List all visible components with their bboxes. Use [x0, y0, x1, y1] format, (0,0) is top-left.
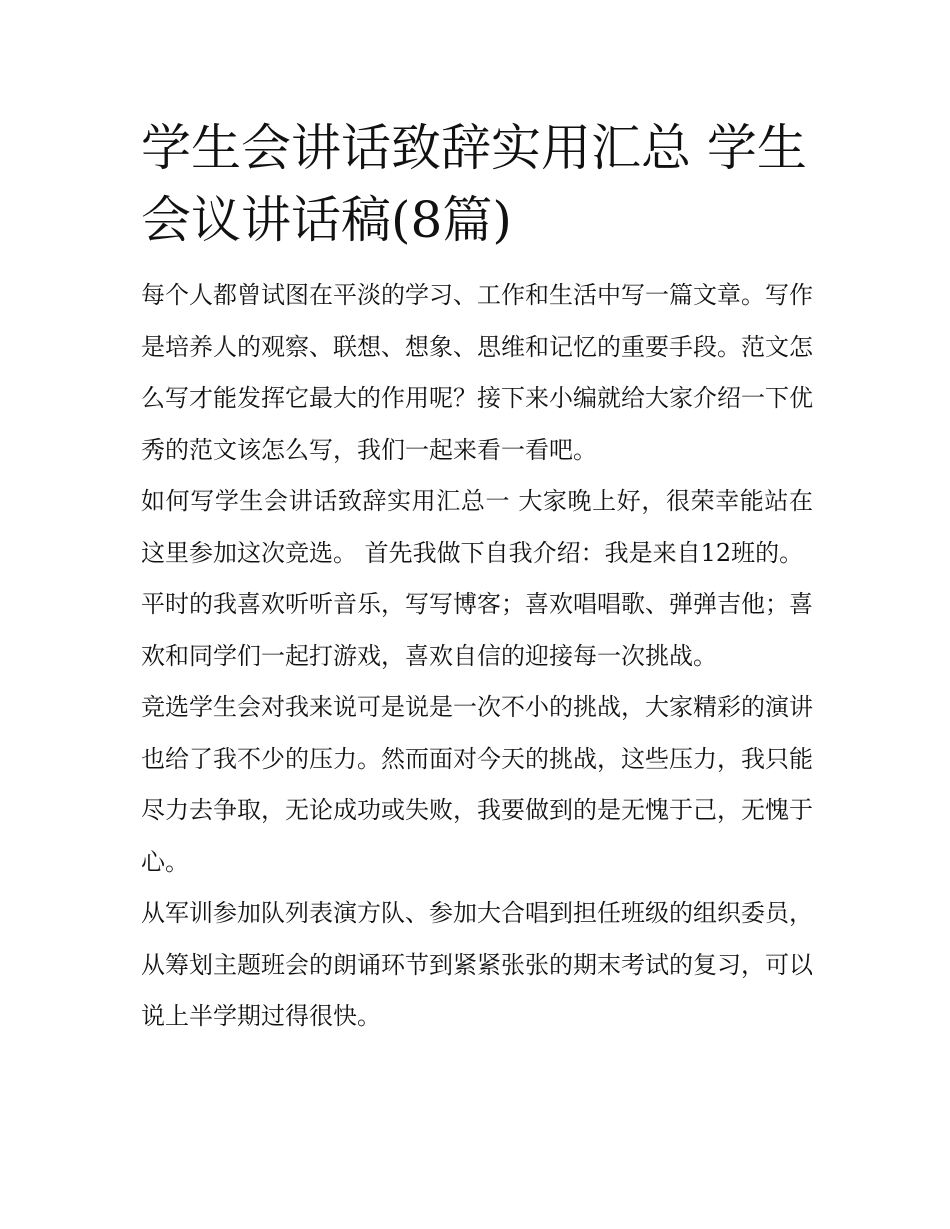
- experience-paragraph: 从军训参加队列表演方队、参加大合唱到担任班级的组织委员，从筹划主题班会的朗诵环节到紧紧张张的期末考试的复习，可以说上半学期过得很快。: [141, 899, 813, 1030]
- speech-opening-paragraph: 如何写学生会讲话致辞实用汇总一 大家晚上好，很荣幸能站在这里参加这次竞选。 首先我做下自我介绍：我是来自12班的。: [141, 487, 813, 567]
- intro-paragraph: 每个人都曾试图在平淡的学习、工作和生活中写一篇文章。写作是培养人的观察、联想、想象、思维和记忆的重要手段。范文怎么写才能发挥它最大的作用呢？接下来小编就给大家介绍一下优秀的范文该怎么写，我们一起来看一看吧。: [141, 281, 813, 464]
- document-title: 学生会讲话致辞实用汇总 学生会议讲话稿(8篇): [141, 119, 807, 249]
- document-content: [141, 112, 813, 1043]
- challenge-paragraph: 竞选学生会对我来说可是说是一次不小的挑战，大家精彩的演讲也给了我不少的压力。然而面对今天的挑战，这些压力，我只能尽力去争取，无论成功或失败，我要做到的是无愧于己，无愧于心。: [141, 693, 813, 876]
- hobbies-paragraph: 平时的我喜欢听听音乐，写写博客；喜欢唱唱歌、弹弹吉他；喜欢和同学们一起打游戏，喜欢自信的迎接每一次挑战。: [141, 590, 813, 670]
